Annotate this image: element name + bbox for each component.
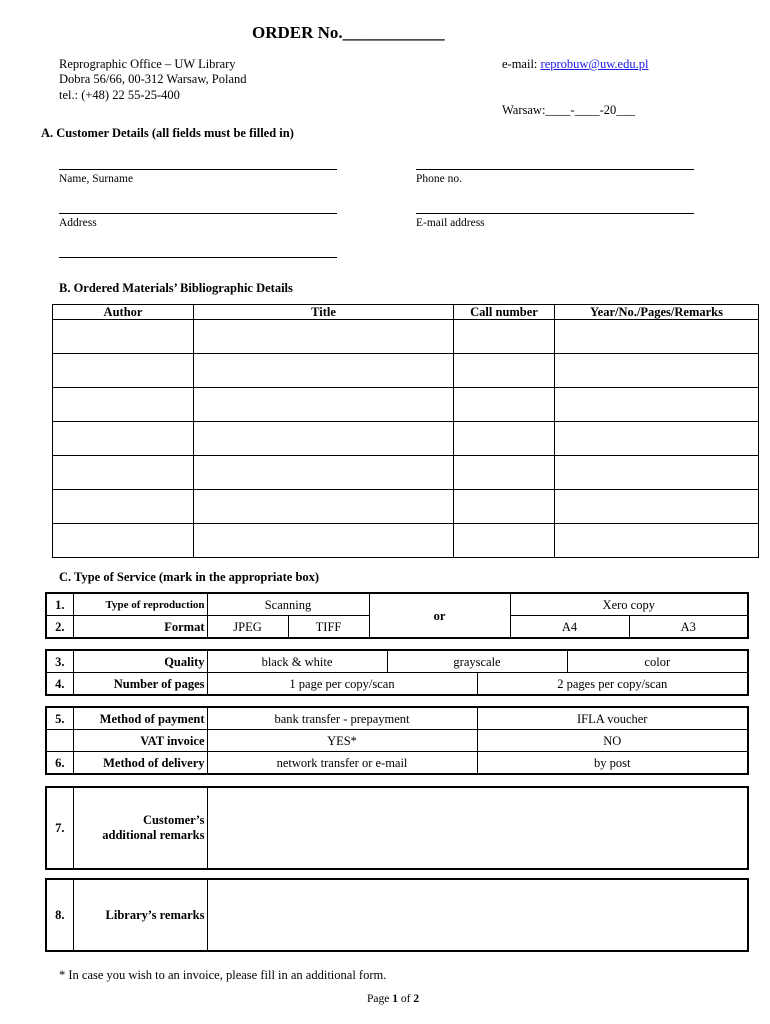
vat-invoice-label: VAT invoice — [73, 730, 207, 752]
table-cell[interactable] — [555, 354, 759, 388]
option-tiff[interactable]: TIFF — [288, 616, 369, 639]
customer-remarks-label-line2: additional remarks — [102, 828, 205, 842]
invoice-footnote: * In case you wish to an invoice, please fill in an additional form. — [59, 968, 387, 982]
table-cell[interactable] — [53, 524, 194, 558]
table-cell[interactable] — [454, 320, 555, 354]
row-number: 3. — [46, 650, 73, 673]
table-cell[interactable] — [454, 456, 555, 490]
table-cell[interactable] — [194, 388, 454, 422]
option-a4[interactable]: A4 — [510, 616, 629, 639]
table-cell[interactable] — [53, 490, 194, 524]
library-remarks-label: Library’s remarks — [73, 879, 207, 951]
row-number: 4. — [46, 673, 73, 696]
row-method-of-delivery — [46, 752, 748, 775]
format-label: Format — [73, 616, 207, 639]
option-two-pages[interactable]: 2 pages per copy/scan — [477, 673, 748, 696]
row-quality — [46, 650, 748, 673]
row-library-remarks — [46, 879, 748, 951]
row-number-empty — [46, 730, 73, 752]
table-cell[interactable] — [555, 524, 759, 558]
email-field-label: E-mail address — [416, 217, 485, 229]
section-b-heading: B. Ordered Materials’ Bibliographic Details — [59, 281, 293, 295]
table-cell[interactable] — [194, 320, 454, 354]
option-a3[interactable]: A3 — [629, 616, 748, 639]
table-cell[interactable] — [194, 354, 454, 388]
number-of-pages-label: Number of pages — [73, 673, 207, 696]
page-total: 2 — [413, 993, 420, 1005]
name-field-line[interactable] — [59, 169, 337, 170]
page-current: 1 — [392, 993, 398, 1005]
table-row — [53, 422, 759, 456]
type-of-reproduction-label: Type of reproduction — [73, 593, 207, 616]
row-number: 2. — [46, 616, 73, 639]
option-bank-transfer[interactable]: bank transfer - prepayment — [207, 707, 477, 730]
table-cell[interactable] — [53, 320, 194, 354]
table-cell[interactable] — [194, 422, 454, 456]
table-cell[interactable] — [454, 490, 555, 524]
row-number: 1. — [46, 593, 73, 616]
row-number: 5. — [46, 707, 73, 730]
table-cell[interactable] — [454, 388, 555, 422]
row-number: 7. — [46, 787, 73, 869]
option-network-transfer[interactable]: network transfer or e-mail — [207, 752, 477, 775]
phone-field-line[interactable] — [416, 169, 694, 170]
row-type-of-reproduction — [46, 593, 748, 616]
library-remarks-field[interactable] — [207, 879, 748, 951]
name-label: Name, Surname — [59, 173, 134, 185]
office-name: Reprographic Office – UW Library — [59, 57, 236, 71]
table-cell[interactable] — [555, 320, 759, 354]
table-cell[interactable] — [53, 422, 194, 456]
table-cell[interactable] — [555, 490, 759, 524]
customer-remarks-block — [45, 786, 749, 870]
address-field-line-2[interactable] — [59, 257, 337, 258]
table-cell[interactable] — [555, 388, 759, 422]
option-scanning[interactable]: Scanning — [207, 593, 369, 616]
table-cell[interactable] — [53, 388, 194, 422]
table-cell[interactable] — [454, 524, 555, 558]
table-cell[interactable] — [454, 354, 555, 388]
customer-remarks-label — [73, 787, 207, 869]
table-row — [53, 524, 759, 558]
service-block-quality — [45, 649, 749, 696]
table-cell[interactable] — [194, 456, 454, 490]
row-customer-remarks — [46, 787, 748, 869]
option-jpeg[interactable]: JPEG — [207, 616, 288, 639]
method-of-payment-label: Method of payment — [73, 707, 207, 730]
library-remarks-block — [45, 878, 749, 952]
option-black-white[interactable]: black & white — [207, 650, 387, 673]
section-c-heading: C. Type of Service (mark in the appropriate box) — [59, 570, 320, 584]
col-call-number: Call number — [454, 305, 555, 320]
table-row — [53, 388, 759, 422]
method-of-delivery-label: Method of delivery — [73, 752, 207, 775]
col-author: Author — [53, 305, 194, 320]
materials-header-row — [53, 305, 759, 320]
option-xerocopy[interactable]: Xero copy — [510, 593, 748, 616]
address-field-line[interactable] — [59, 213, 337, 214]
table-cell[interactable] — [454, 422, 555, 456]
materials-table — [52, 304, 759, 558]
service-block-reproduction — [45, 592, 749, 639]
page-number — [367, 992, 419, 1006]
row-number: 8. — [46, 879, 73, 951]
row-method-of-payment — [46, 707, 748, 730]
date-line[interactable]: Warsaw:____-____-20___ — [502, 103, 635, 117]
office-address: Dobra 56/66, 00-312 Warsaw, Poland — [59, 72, 247, 86]
option-ifla-voucher[interactable]: IFLA voucher — [477, 707, 748, 730]
table-cell[interactable] — [53, 456, 194, 490]
email-label: e-mail: — [502, 57, 541, 71]
quality-label: Quality — [73, 650, 207, 673]
email-field-line[interactable] — [416, 213, 694, 214]
table-row — [53, 320, 759, 354]
option-color[interactable]: color — [567, 650, 748, 673]
or-separator: or — [369, 593, 510, 638]
table-row — [53, 354, 759, 388]
table-cell[interactable] — [194, 490, 454, 524]
page-prefix: Page — [367, 993, 393, 1005]
table-cell[interactable] — [53, 354, 194, 388]
option-one-page[interactable]: 1 page per copy/scan — [207, 673, 477, 696]
option-grayscale[interactable]: grayscale — [387, 650, 567, 673]
table-cell[interactable] — [555, 456, 759, 490]
option-by-post[interactable]: by post — [477, 752, 748, 775]
section-a-heading: A. Customer Details (all fields must be filled in) — [41, 126, 294, 140]
customer-remarks-field[interactable] — [207, 787, 748, 869]
customer-remarks-label-line1: Customer’s — [142, 813, 205, 827]
service-block-payment — [45, 706, 749, 775]
table-row — [53, 490, 759, 524]
phone-label: Phone no. — [416, 173, 462, 185]
table-row — [53, 456, 759, 490]
office-email-line — [502, 57, 648, 72]
row-vat-invoice — [46, 730, 748, 752]
option-vat-no[interactable]: NO — [477, 730, 748, 752]
table-cell[interactable] — [555, 422, 759, 456]
row-number-of-pages — [46, 673, 748, 696]
row-number: 6. — [46, 752, 73, 775]
office-phone: tel.: (+48) 22 55-25-400 — [59, 88, 180, 102]
email-link[interactable]: reprobuw@uw.edu.pl — [540, 57, 649, 71]
address-label: Address — [59, 217, 97, 229]
col-title: Title — [194, 305, 454, 320]
option-vat-yes[interactable]: YES* — [207, 730, 477, 752]
col-year-pages-remarks: Year/No./Pages/Remarks — [555, 305, 759, 320]
order-title: ORDER No.____________ — [252, 23, 445, 42]
page-of: of — [397, 993, 414, 1005]
table-cell[interactable] — [194, 524, 454, 558]
